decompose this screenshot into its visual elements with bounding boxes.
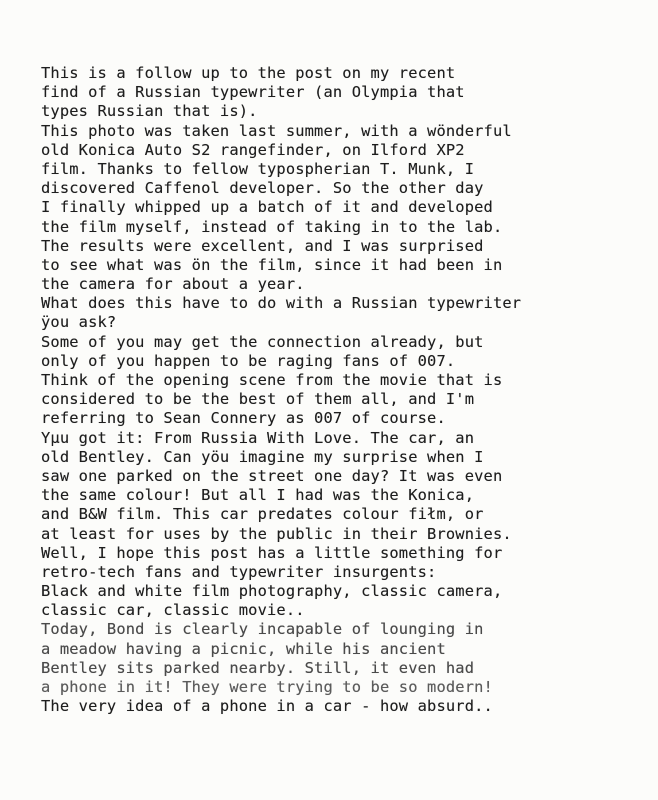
text-line-2: find of a Russian typewriter (an Olympia that [41, 83, 465, 102]
text-line-12: the camera for about a year. [41, 275, 305, 294]
text-line-21: old Bentley. Can yöu imagine my surprise when I [41, 447, 484, 466]
text-line-8: I finally whipped up a batch of it and developed [41, 198, 493, 217]
text-line-6: film. Thanks to fellow typospherian T. Munk, I [41, 159, 475, 178]
text-line-13: What does this have to do with a Russian typewriter [41, 294, 522, 313]
text-line-24: and B&W film. This car predates colour fiłm, or [41, 505, 484, 524]
text-line-5: old Konica Auto S2 rangefinder, on Ilford XP2 [41, 140, 465, 159]
text-line-30: Today, Bond is clearly incapable of lounging in [41, 620, 484, 639]
text-line-20: Yµu got it: From Russia With Love. The car, an [41, 428, 475, 447]
text-line-14: ÿou ask? [41, 313, 117, 332]
text-line-4: This photo was taken last summer, with a wönderful [41, 121, 512, 140]
text-line-33: a phone in it! They were trying to be so modern! [41, 678, 493, 696]
text-line-31: a meadow having a picnic, while his ancient [41, 639, 446, 658]
text-line-32: Bentley sits parked nearby. Still, it even had [41, 658, 475, 677]
text-line-23: the same colour! But all I had was the Konica, [41, 486, 475, 505]
text-line-1: This is a follow up to the post on my recent [41, 64, 456, 82]
text-line-10: The results were excellent, and I was surprised [41, 236, 484, 255]
text-line-11: to see what was ön the film, since it had been in [41, 255, 503, 274]
text-line-18: considered to be the best of them all, and I'm [41, 390, 475, 409]
text-line-19: referring to Sean Connery as 007 of course. [41, 409, 446, 428]
text-line-7: discovered Caffenol developer. So the other day [41, 179, 484, 198]
text-line-26: Well, I hope this post has a little something for [41, 543, 503, 562]
typed-text-block [41, 64, 651, 716]
text-line-27: retro-tech fans and typewriter insurgents: [41, 562, 437, 581]
text-line-3: types Russian that is). [41, 102, 258, 121]
text-line-22: saw one parked on the street one day? It was even [41, 466, 503, 485]
text-line-29: classic car, classic movie.. [41, 601, 305, 620]
text-line-28: Black and white film photography, classic camera, [41, 582, 503, 601]
text-line-15: Some of you may get the connection already, but [41, 332, 484, 351]
text-line-9: the film myself, instead of taking in to the lab. [41, 217, 503, 236]
text-line-34: The very idea of a phone in a car - how absurd.. [41, 697, 493, 716]
text-line-16: only of you happen to be raging fans of 007. [41, 351, 456, 370]
text-line-25: at least for uses by the public in their Brownies. [41, 524, 512, 543]
text-line-17: Think of the opening scene from the movie that is [41, 371, 503, 389]
